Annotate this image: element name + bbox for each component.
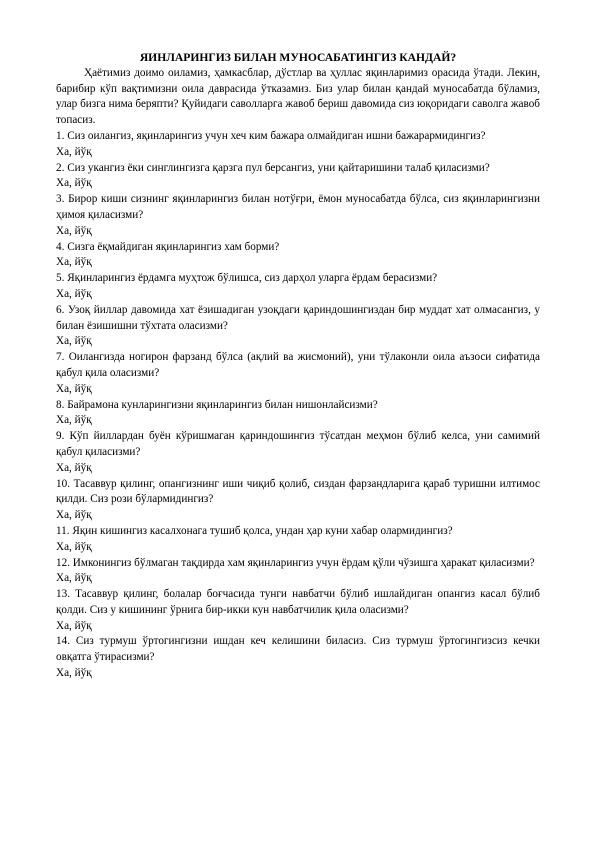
question-item: [56, 161, 540, 193]
question-item: [56, 477, 540, 524]
answer-options: Ха, йўқ: [56, 540, 92, 553]
answer-options: Ха, йўқ: [56, 335, 92, 348]
answer-options: Ха, йўқ: [56, 461, 92, 474]
question-item: [56, 129, 540, 161]
answer-options: Ха, йўқ: [56, 667, 92, 680]
answer-options: Ха, йўқ: [56, 145, 92, 158]
question-item: [56, 429, 540, 476]
question-text: 10. Тасаввур қилинг, опангизнинг иши чиқиб қолиб, сиздан фарзандларига қараб туришни илтимос қилди. Сиз рози бўлармидингиз?: [56, 477, 540, 506]
question-item: [56, 192, 540, 239]
question-text: 3. Бирор киши сизнинг яқинларингиз билан нотўғри, ёмон муносабатда бўлса, сиз яқинларингизни ҳимоя қиласизми?: [56, 193, 540, 221]
document-body: [56, 50, 540, 682]
question-text: 1. Сиз оилангиз, яқинларингиз учун хеч ким бажара олмайдиган ишни бажарармидингиз?: [56, 129, 486, 142]
answer-options: Ха, йўқ: [56, 177, 92, 190]
question-item: [56, 350, 540, 397]
question-text: 2. Сиз укангиз ёки синглингизга қарзга пул берсангиз, уни қайтаришини талаб қиласизми?: [56, 161, 490, 174]
answer-options: Ха, йўқ: [56, 619, 92, 632]
answer-options: Ха, йўқ: [56, 287, 92, 300]
question-item: [56, 524, 540, 556]
question-item: [56, 240, 540, 272]
document-title: ЯИНЛАРИНГИЗ БИЛАН МУНОСАБАТИНГИЗ КАНДАЙ?: [139, 51, 457, 64]
answer-options: Ха, йўқ: [56, 572, 92, 585]
answer-options: Ха, йўқ: [56, 414, 92, 427]
question-text: 12. Имконингиз бўлмаган тақдирда хам яқинларингиз учун ёрдам қўли чўзишга ҳаракат қиласизми?: [56, 556, 535, 569]
question-text: 14. Сиз турмуш ўртогингизни ишдан кеч келишини биласиз. Сиз турмуш ўртогингизсиз кечки овқатга ўтирасизми?: [56, 635, 540, 664]
question-text: 4. Сизга ёқмайдиган яқинларингиз хам борми?: [56, 240, 280, 253]
answer-options: Ха, йўқ: [56, 256, 92, 269]
answer-options: Ха, йўқ: [56, 382, 92, 395]
question-text: 8. Байрамона кунларингизни яқинларингиз билан нишонлайсизми?: [56, 398, 378, 411]
answer-options: Ха, йўқ: [56, 224, 92, 237]
answer-options: Ха, йўқ: [56, 509, 92, 522]
question-text: 9. Кўп йиллардан буён кўришмаган қариндошингиз тўсатдан меҳмон бўлиб келса, уни самимий қабул қиласизми?: [56, 430, 540, 458]
question-text: 7. Оилангизда ногирон фарзанд бўлса (ақлий ва жисмоний), уни тўлаконли оила аъзоси сифатида қабул қила оласизми?: [56, 351, 540, 379]
intro-paragraph: Ҳаётимиз доимо оиламиз, ҳамкасблар, дўстлар ва ҳуллас яқинларимиз орасида ўтади. Лекин, барибир кўп вақтимизни оила даврасида ўтказамиз. Биз улар билан қандай муносабатда бўламиз, улар бизга нима беряпти? Қуйидаги саволларга жавоб бериш давомида сиз юқоридаги саволга жавоб топасиз.: [56, 66, 540, 127]
question-item: [56, 556, 540, 588]
question-item: [56, 303, 540, 350]
question-item: [56, 398, 540, 430]
question-text: 6. Узоқ йиллар давомида хат ёзишадиган узоқдаги қариндошингиздан бир муддат хат олмасангиз, у билан ёзишишни тўхтата оласизми?: [56, 303, 540, 332]
question-text: 13. Тасаввур қилинг, болалар боғчасида тунги навбатчи бўлиб ишлайдиган опангиз касал бўлиб қолди. Сиз у кишининг ўрнига бир-икки кун навбатчилик қила оласизми?: [56, 588, 540, 616]
question-item: [56, 587, 540, 634]
question-text: 11. Яқин кишингиз касалхонага тушиб қолса, ундан ҳар куни хабар олармидингиз?: [56, 524, 453, 537]
question-text: 5. Яқинларингиз ёрдамга муҳтож бўлишса, сиз дарҳол уларга ёрдам берасизми?: [56, 272, 438, 285]
question-item: [56, 271, 540, 303]
question-item: [56, 634, 540, 681]
